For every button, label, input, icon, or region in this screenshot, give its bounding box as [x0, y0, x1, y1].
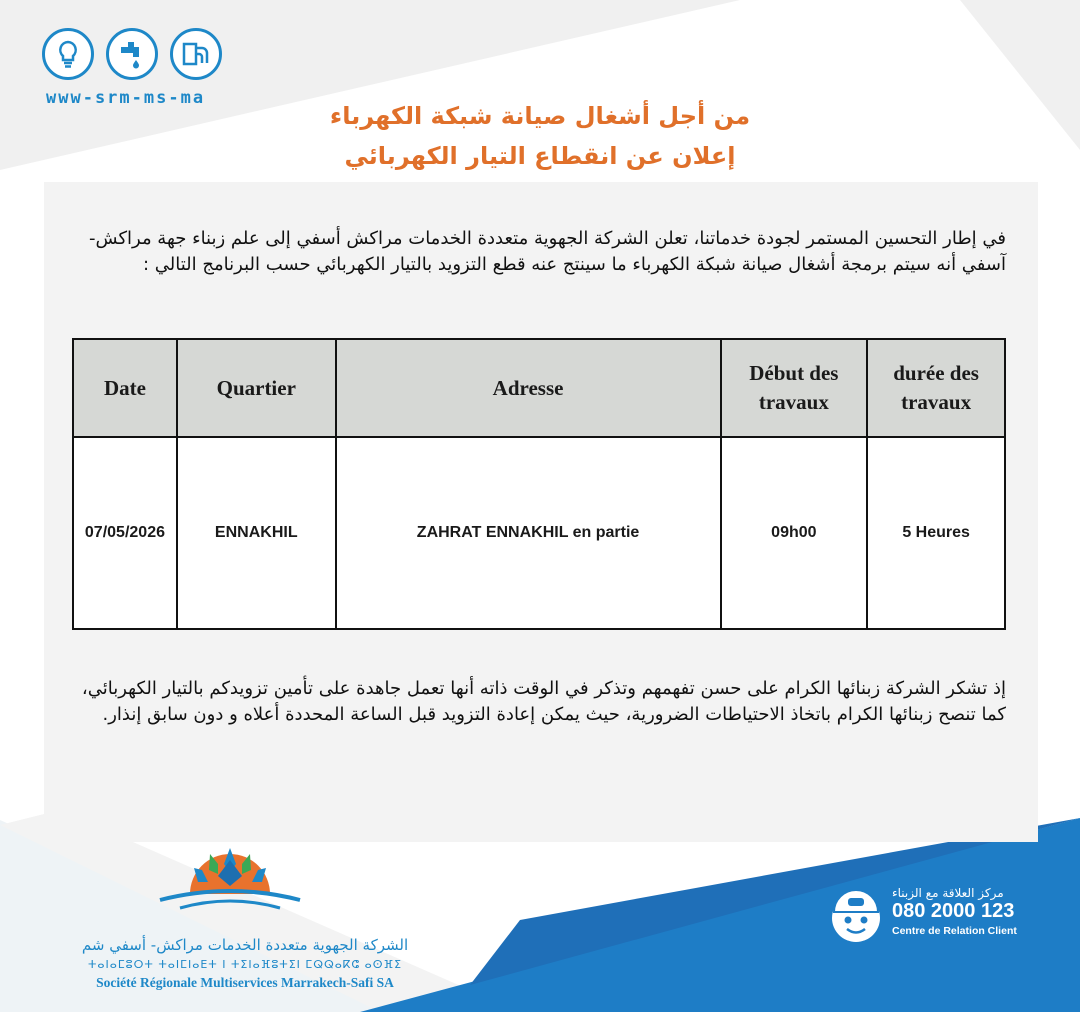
cell-adresse: ZAHRAT ENNAKHIL en partie	[336, 437, 721, 629]
table-header-row	[73, 339, 1005, 437]
client-center-arabic: مركز العلاقة مع الزبناء	[892, 886, 1004, 900]
company-name-arabic: الشركة الجهوية متعددة الخدمات مراكش- أسفي شم	[81, 936, 409, 954]
client-relation-center	[826, 884, 1026, 954]
sewage-pipe-icon	[170, 28, 222, 80]
service-icons	[42, 28, 222, 80]
header-adresse: Adresse	[336, 339, 721, 437]
mascot-icon	[826, 886, 886, 946]
header-quartier: Quartier	[177, 339, 336, 437]
notice-subtitle: إعلان عن انقطاع التيار الكهربائي	[344, 142, 736, 170]
header-duree: durée des travaux	[867, 339, 1005, 437]
closing-paragraph: إذ تشكر الشركة زبنائها الكرام على حسن تفهمهم وتذكر في الوقت ذاته أنها تعمل جاهدة على تأمين تزويدكم بالتيار الكهربائي، كما تنصح زبنائها الكرام باتخاذ الاحتياطات الضرورية، حيث يمكن إعادة التزويد قبل الساعة المحددة أعلاه و دون سابق إنذار.	[81, 678, 1006, 725]
cell-date: 07/05/2026	[73, 437, 177, 629]
company-name-french: Société Régionale Multiservices Marrakech-Safi SA	[96, 975, 394, 990]
cell-debut: 09h00	[721, 437, 868, 629]
outage-schedule-table	[72, 338, 1006, 630]
light-bulb-icon	[42, 28, 94, 80]
notice-title: من أجل أشغال صيانة شبكة الكهرباء	[329, 102, 751, 130]
client-center-label: Centre de Relation Client	[892, 925, 1017, 937]
header-date: Date	[73, 339, 177, 437]
header-debut: Début des travaux	[721, 339, 868, 437]
client-center-phone[interactable]: 080 2000 123	[892, 900, 1015, 922]
company-name-tifinagh: ⵜⴰⵏⴰⵎⵓⵔⵜ ⵜⴰⵏⵎⵏⴰⴹⵜ ⵏ ⵜⵉⵏⴰⴼⵓⵜⵉⵏ ⵎⵕⵕⴰⴽⵛ ⴰⵙⴼⵉ	[87, 958, 403, 971]
website-url[interactable]: www-srm-ms-ma	[46, 88, 206, 108]
company-logo	[150, 842, 310, 922]
table-row	[73, 437, 1005, 629]
cell-quartier: ENNAKHIL	[177, 437, 336, 629]
intro-paragraph: في إطار التحسين المستمر لجودة خدماتنا، تعلن الشركة الجهوية متعددة الخدمات مراكش أسفي إلى علم زبناء جهة مراكش- آسفي أنه سيتم برمجة أشغال صيانة شبكة الكهرباء ما سينتج عنه قطع التزويد بالتيار الكهربائي حسب البرنامج التالي :	[89, 228, 1006, 275]
water-tap-icon	[106, 28, 158, 80]
cell-duree: 5 Heures	[867, 437, 1005, 629]
